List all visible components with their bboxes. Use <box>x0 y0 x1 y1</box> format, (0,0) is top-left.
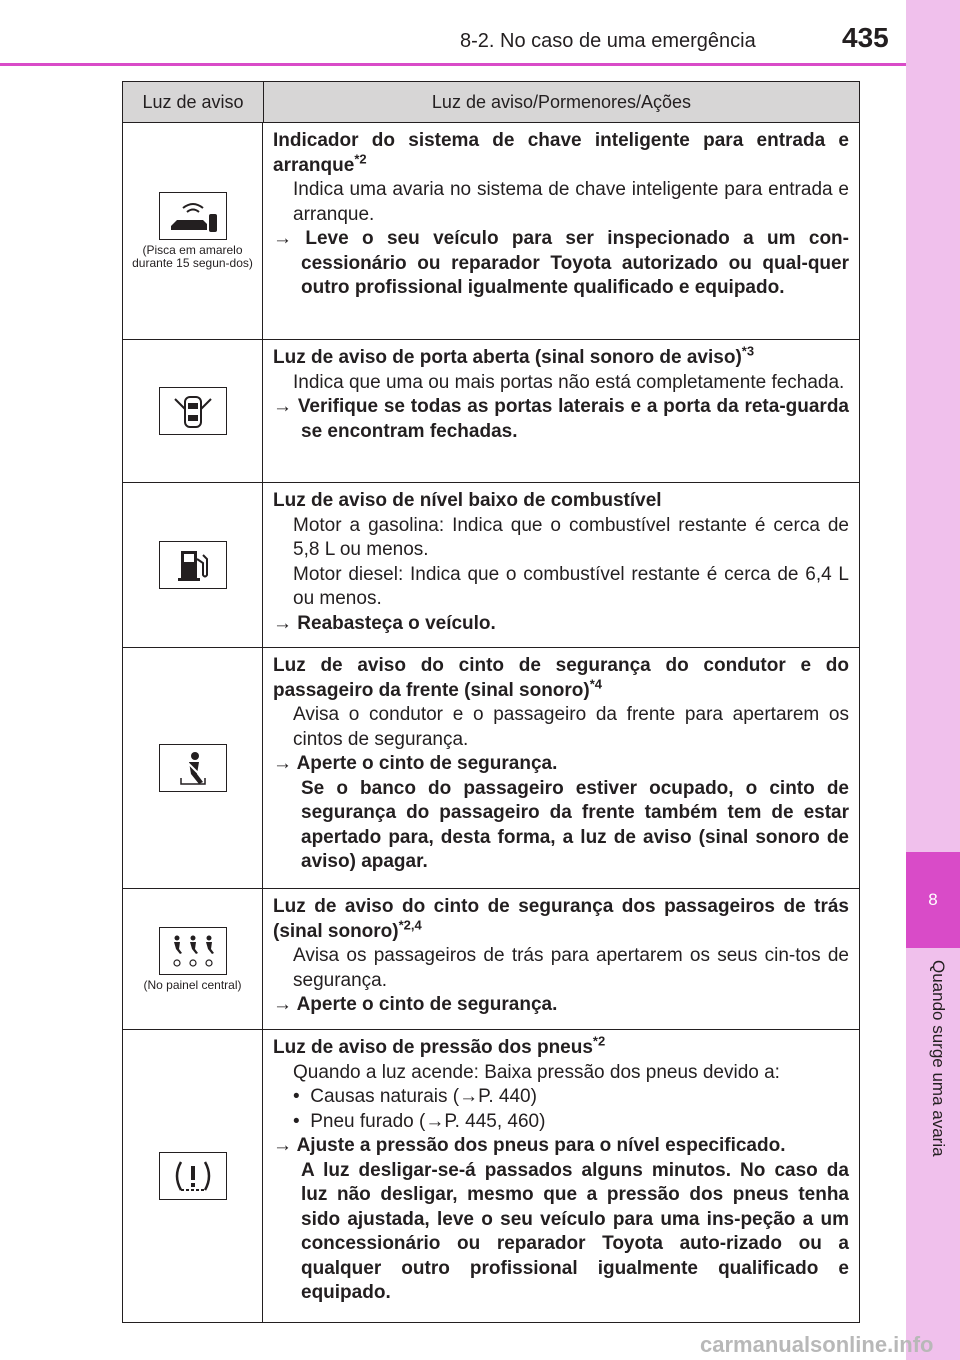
icon-cell <box>123 1030 263 1322</box>
row-description: Indica que uma ou mais portas não está completamente fechada. <box>293 371 845 393</box>
row-title: Luz de aviso do cinto de segurança dos passageiros de trás (sinal sonoro)$^{*2,4}$ <box>273 896 849 942</box>
icon-note: (No painel central) <box>143 977 242 992</box>
chapter-number: 8 <box>906 852 960 948</box>
row-action: → Aperte o cinto de segurança. <box>273 753 558 774</box>
details-cell <box>263 889 859 1029</box>
chapter-title: Quando surge uma avaria <box>929 960 948 1157</box>
row-title: Luz de aviso do cinto de segurança do condutor e do passageiro da frente (sinal sonoro)$^{*4}$ <box>273 655 849 701</box>
row-action: → Aperte o cinto de segurança. <box>273 994 558 1015</box>
details-cell <box>263 648 859 888</box>
row-description: Avisa o condutor e o passageiro da frente para apertarem os cintos de segurança. <box>293 704 849 750</box>
table-row <box>123 483 859 648</box>
column-header-light: Luz de aviso <box>123 82 264 122</box>
column-header-details: Luz de aviso/Pormenores/Ações <box>431 91 692 112</box>
row-action: → Ajuste a pressão dos pneus para o nível especificado. <box>273 1135 786 1156</box>
table-header <box>123 82 859 123</box>
smart-key-icon <box>159 192 227 240</box>
warning-light-table <box>122 81 860 1323</box>
icon-cell <box>123 483 263 647</box>
icon-cell <box>123 889 263 1029</box>
details-cell <box>263 483 859 647</box>
table-row <box>123 1030 859 1322</box>
details-cell <box>263 1030 859 1322</box>
row-action-note: Se o banco do passageiro estiver ocupado, o cinto de segurança do passageiro da frente também tem de estar apertado para, desta forma, a luz de aviso (sinal sonoro de aviso) apagar. <box>301 777 849 872</box>
section-title: 8-2. No caso de uma emergência <box>460 30 756 52</box>
table-row <box>123 889 859 1030</box>
icon-note: (Pisca em amarelo durante 15 segun-dos) <box>132 243 253 270</box>
row-title: Indicador do sistema de chave inteligente para entrada e arranque$^{*2}$ <box>273 130 849 176</box>
page-number: 435 <box>842 22 889 53</box>
table-row <box>123 648 859 889</box>
details-cell <box>263 340 859 482</box>
row-action-note: A luz desligar-se-á passados alguns minutos. No caso da luz não desligar, mesmo que a pressão dos pneus tenha sido ajustada, leve o seu veículo para uma ins-peção a um concessionário ou reparador Toyota auto-rizado ou a qualquer outro profissional igualmente qualificado e equipado. <box>301 1159 849 1303</box>
header-divider <box>0 63 906 66</box>
row-action: → Leve o seu veículo para ser inspecionado a um con-cessionário ou reparador Toyota autorizado ou qual-quer outro profissional igualmente qualificado e equipado. <box>273 228 849 298</box>
row-description: Indica uma avaria no sistema de chave inteligente para entrada e arranque. <box>293 179 849 225</box>
table-row <box>123 123 859 340</box>
table-row <box>123 340 859 483</box>
list-item: • Pneu furado (→P. 445, 460) <box>293 1110 546 1132</box>
row-description: Motor diesel: Indica que o combustível restante é cerca de 6,4 L ou menos. <box>293 563 849 609</box>
row-title: Luz de aviso de porta aberta (sinal sonoro de aviso)$^{*3}$ <box>273 343 755 368</box>
icon-cell <box>123 648 263 888</box>
row-action: → Reabasteça o veículo. <box>273 612 496 634</box>
watermark: carmanualsonline.info <box>700 1332 934 1357</box>
details-cell <box>263 123 859 339</box>
list-item: • Causas naturais (→P. 440) <box>293 1086 537 1107</box>
row-title: Luz de aviso de nível baixo de combustível <box>273 490 662 511</box>
seatbelt-icon <box>159 744 227 792</box>
open-door-icon <box>159 387 227 435</box>
row-description: Motor a gasolina: Indica que o combustível restante é cerca de 5,8 L ou menos. <box>293 514 849 560</box>
row-action: → Verifique se todas as portas laterais e a porta da reta-guarda se encontram fechadas. <box>273 396 849 442</box>
rear-seatbelt-icon <box>159 927 227 975</box>
tire-pressure-icon <box>159 1152 227 1200</box>
fuel-pump-icon <box>159 541 227 589</box>
row-description: Quando a luz acende: Baixa pressão dos pneus devido a: <box>293 1061 780 1083</box>
icon-cell <box>123 123 263 339</box>
row-title: Luz de aviso de pressão dos pneus$^{*2}$ <box>273 1033 606 1058</box>
row-description: Avisa os passageiros de trás para apertarem os seus cin-tos de segurança. <box>293 945 849 991</box>
icon-cell <box>123 340 263 482</box>
